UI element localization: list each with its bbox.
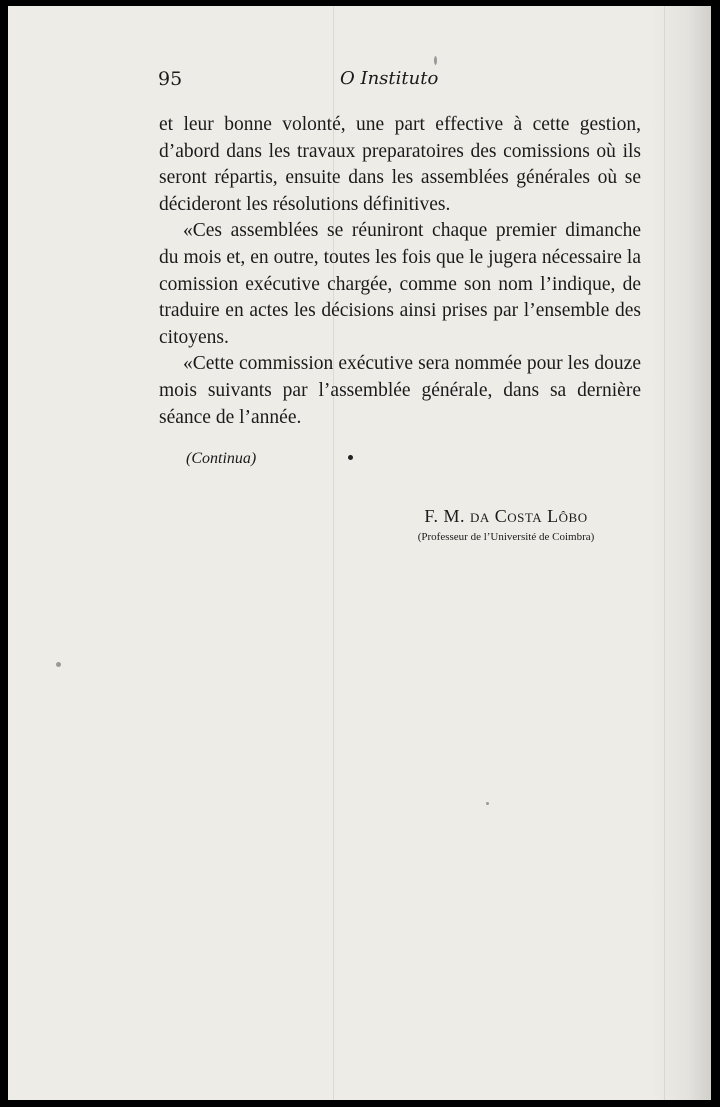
scanned-page <box>8 6 711 1100</box>
signature-block <box>390 506 622 543</box>
paper-speck <box>56 662 61 667</box>
paper-fold-line <box>664 6 665 1100</box>
author-affiliation: (Professeur de l’Université de Coimbra) <box>417 531 595 543</box>
page-number: 95 <box>158 68 183 90</box>
ink-dot <box>348 455 353 460</box>
article-body <box>159 112 641 431</box>
author-name: F. M. da Costa Lôbo <box>424 506 588 526</box>
page-edge-shadow <box>651 6 711 1100</box>
continuation-note: (Continua) <box>186 450 257 467</box>
paper-speck <box>486 802 489 805</box>
paper-speck <box>434 56 437 65</box>
paragraph: et leur bonne volonté, une part effective à cette gestion, d’abord dans les travaux preparatoires des comissions où ils seront répartis, ensuite dans les assemblées générales où se décideront les résolutions définitives. <box>159 114 641 215</box>
paragraph: «Ces assemblées se réuniront chaque premier dimanche du mois et, en outre, toutes les fois que le jugera nécessaire la comission exécutive chargée, comme son nom l’indique, de traduire en actes les décisions ainsi prises par l’ensemble des citoyens. <box>159 220 641 348</box>
running-title: O Instituto <box>340 68 439 89</box>
paragraph: «Cette commission exécutive sera nommée pour les douze mois suivants par l’assemblée générale, dans sa dernière séance de l’année. <box>159 353 641 428</box>
page-header <box>158 68 638 98</box>
